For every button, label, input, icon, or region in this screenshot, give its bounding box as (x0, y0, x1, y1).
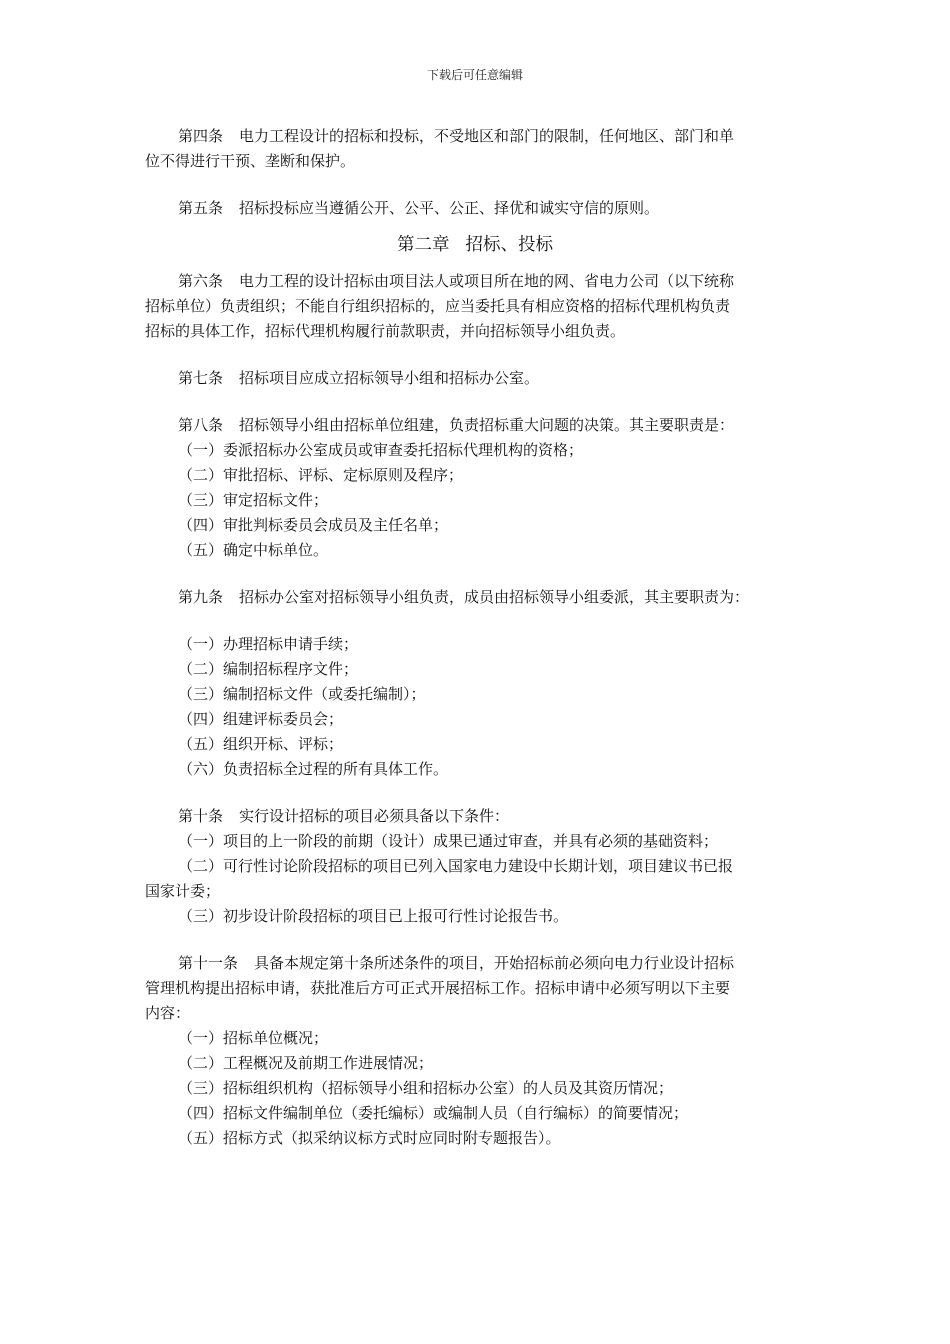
list-item: （一）项目的上一阶段的前期（设计）成果已通过审查，并具有必须的基础资料； (178, 832, 719, 850)
article-number: 第七条 (178, 369, 224, 387)
article-4 (145, 124, 805, 149)
list-item: （一）委派招标办公室成员或审查委托招标代理机构的资格； (178, 441, 584, 459)
article-number: 第十条 (178, 807, 224, 825)
list-item: （三）编制招标文件（或委托编制）； (178, 685, 426, 703)
list-item: （四）组建评标委员会； (178, 710, 344, 728)
list-item: （五）确定中标单位。 (178, 541, 329, 559)
article-text: 招标投标应当遵循公开、公平、公正、择优和诚实守信的原则。 (239, 199, 660, 217)
article-9 (145, 585, 805, 610)
article-5 (145, 196, 805, 221)
list-item: （四）招标文件编制单位（委托编标）或编制人员（自行编标）的简要情况； (178, 1104, 689, 1122)
list-item: （二）可行性讨论阶段招标的项目已列入国家电力建设中长期计划，项目建议书已报 (178, 857, 734, 875)
list-item-continued: 国家计委； (145, 882, 221, 900)
article-text: 电力工程设计的招标和投标，不受地区和部门的限制，任何地区、部门和单 (239, 127, 735, 145)
list-item: （三）审定招标文件； (178, 491, 329, 509)
list-item: （二）工程概况及前期工作进展情况； (178, 1054, 434, 1072)
article-number: 第八条 (178, 416, 224, 434)
article-11 (145, 951, 805, 976)
list-item: （二）编制招标程序文件； (178, 660, 359, 678)
article-text: 招标领导小组由招标单位组建，负责招标重大问题的决策。其主要职责是： (239, 416, 735, 434)
article-7 (145, 366, 805, 391)
list-item: （一）招标单位概况； (178, 1029, 329, 1047)
list-item: （一）办理招标申请手续； (178, 635, 359, 653)
article-6-continued: 招标单位）负责组织；不能自行组织招标的，应当委托具有相应资格的招标代理机构负责 (145, 297, 731, 315)
list-item: （二）审批招标、评标、定标原则及程序； (178, 466, 464, 484)
article-number: 第十一条 (178, 954, 239, 972)
page-header: 下载后可任意编辑 (426, 68, 523, 82)
article-number: 第九条 (178, 588, 224, 606)
article-text: 具备本规定第十条所述条件的项目，开始招标前必须向电力行业设计招标 (254, 954, 735, 972)
list-item: （五）组织开标、评标； (178, 735, 344, 753)
list-item: （五）招标方式（拟采纳议标方式时应同时附专题报告）。 (178, 1129, 561, 1147)
list-item: （六）负责招标全过程的所有具体工作。 (178, 760, 449, 778)
article-6 (145, 269, 805, 294)
list-item: （三）初步设计阶段招标的项目已上报可行性讨论报告书。 (178, 907, 569, 925)
list-item: （三）招标组织机构（招标领导小组和招标办公室）的人员及其资历情况； (178, 1079, 674, 1097)
article-number: 第五条 (178, 199, 224, 217)
article-text: 招标办公室对招标领导小组负责，成员由招标领导小组委派，其主要职责为： (239, 588, 750, 606)
article-text: 实行设计招标的项目必须具备以下条件： (239, 807, 510, 825)
chapter-title: 招标、投标 (465, 235, 553, 255)
chapter-number: 第二章 (397, 235, 450, 255)
article-text: 招标项目应成立招标领导小组和招标办公室。 (239, 369, 540, 387)
chapter-heading (145, 231, 805, 259)
article-11-continued: 管理机构提出招标申请，获批准后方可正式开展招标工作。招标申请中必须写明以下主要 (145, 979, 731, 997)
article-10 (145, 804, 805, 829)
article-6-continued: 招标的具体工作，招标代理机构履行前款职责，并向招标领导小组负责。 (145, 322, 626, 340)
list-item: （四）审批判标委员会成员及主任名单； (178, 516, 449, 534)
article-number: 第六条 (178, 272, 224, 290)
article-number: 第四条 (178, 127, 224, 145)
article-8 (145, 413, 805, 438)
article-11-continued: 内容： (145, 1004, 191, 1022)
document-body (145, 124, 805, 1151)
article-4-continued: 位不得进行干预、垄断和保护。 (145, 152, 356, 170)
article-text: 电力工程的设计招标由项目法人或项目所在地的网、省电力公司（以下统称 (239, 272, 735, 290)
